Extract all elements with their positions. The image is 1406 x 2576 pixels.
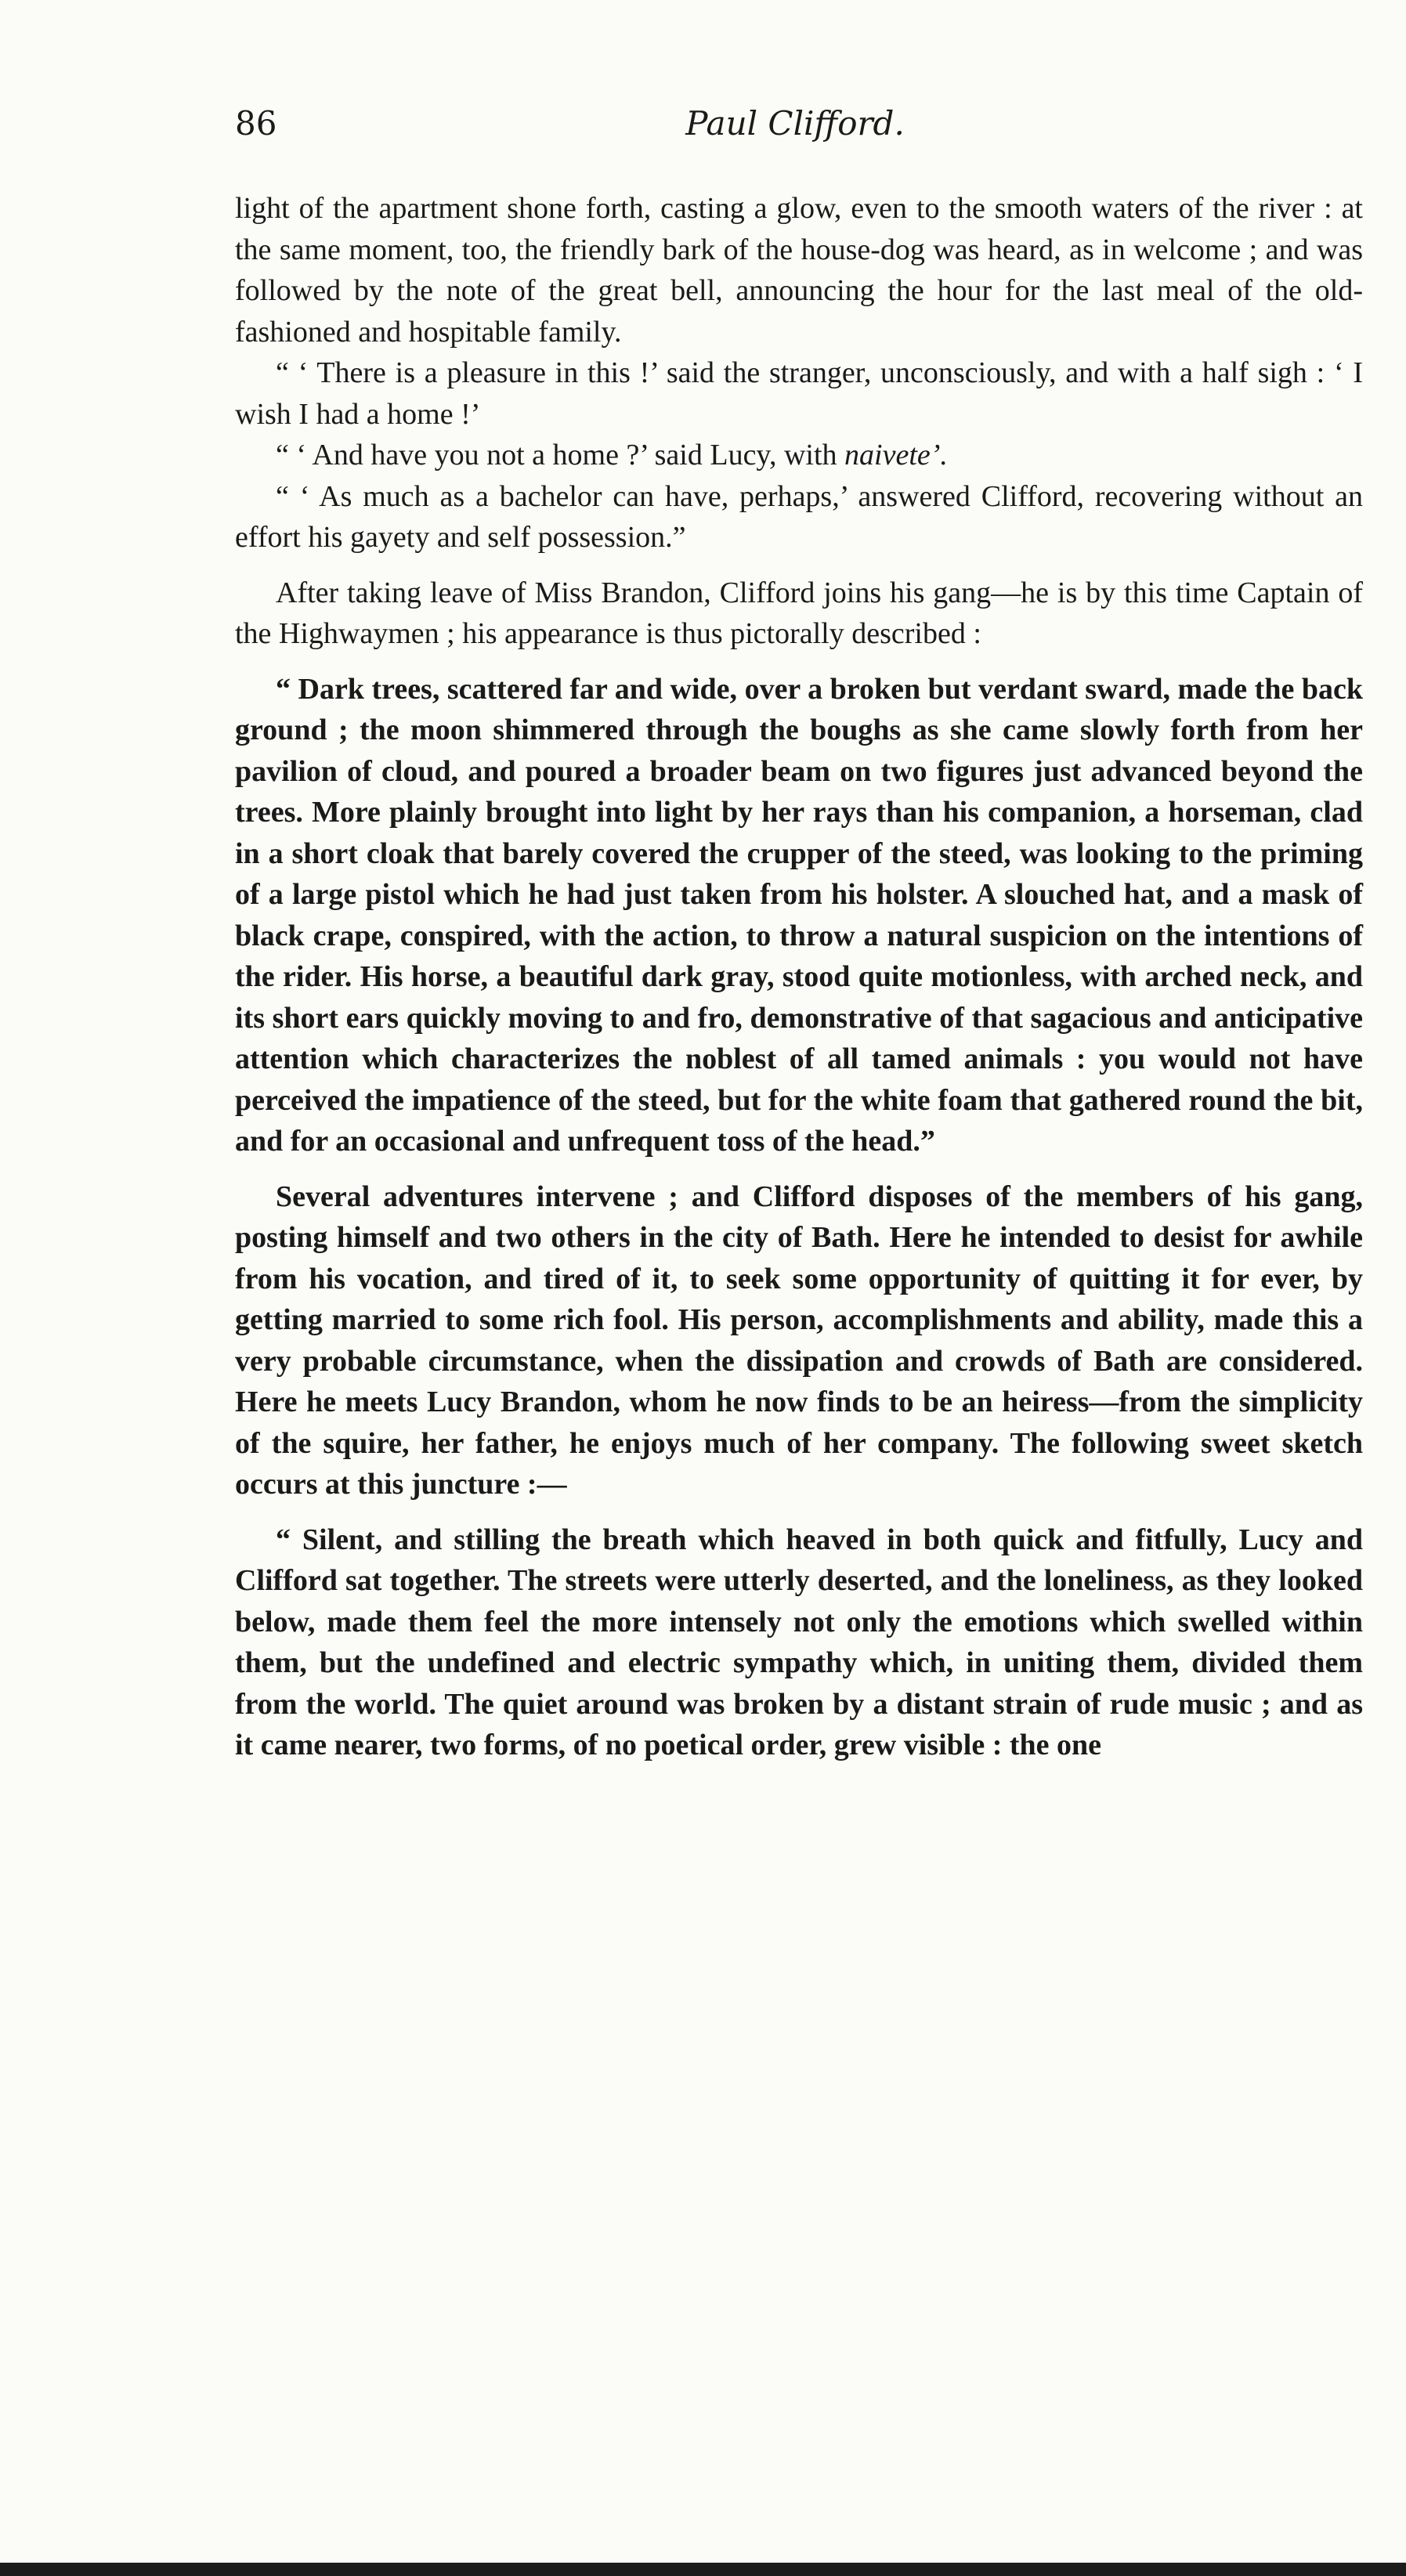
paragraph-7: Several adventures intervene ; and Clifford disposes of the members of his gang, posting himself and two others in the city of Bath. Here he intended to desist for awhile from his vocation, and tired of it, to seek some opportunity of quitting it for ever, by getting married to some rich fool. His person, accomplishments and ability, made this a very probable circumstance, when the dissipation and crowds of Bath are considered. Here he meets Lucy Brandon, whom he now finds to be an heiress—from the simplicity of the squire, her father, he enjoys much of her company. The following sweet sketch occurs at this juncture :— — [235, 1180, 1363, 1501]
page-bottom-edge — [0, 2563, 1406, 2576]
running-title: Paul Clifford. — [685, 104, 905, 143]
page-number: 86 — [235, 104, 277, 143]
paragraph-5: After taking leave of Miss Brandon, Clifford joins his gang—he is by this time Captain of the Highwaymen ; his appearance is thus pictorally described : — [235, 576, 1363, 650]
page-body — [235, 188, 1363, 1766]
paragraph-1: light of the apartment shone forth, casting a glow, even to the smooth waters of the river : at the same moment, too, the friendly bark of the house-dog was heard, as in welcome ; and was followed by the note of the great bell, announcing the hour for the last meal of the old-fashioned and hospitable family. — [235, 192, 1363, 349]
paragraph-2: “ ‘ There is a pleasure in this !’ said the stranger, unconsciously, and with a half sigh : ‘ I wish I had a home !’ — [235, 356, 1363, 431]
paragraph-4: “ ‘ As much as a bachelor can have, perhaps,’ answered Clifford, recovering without an effort his gayety and self possession.” — [235, 479, 1363, 554]
paragraph-3-italic: naivete’. — [844, 439, 948, 471]
paragraph-8-quote: “ Silent, and stilling the breath which heaved in both quick and fitfully, Lucy and Clifford sat together. The streets were utterly deserted, and the loneliness, as they looked below, made them feel the more intensely not only the emotions which swelled within them, but the undefined and electric sympathy which, in uniting them, divided them from the world. The quiet around was broken by a distant strain of rude music ; and as it came nearer, two forms, of no poetical order, grew visible : the one — [235, 1523, 1363, 1761]
paragraph-3 — [235, 435, 1363, 476]
paragraph-6-quote: “ Dark trees, scattered far and wide, over a broken but verdant sward, made the back ground ; the moon shimmered through the boughs as she came slowly forth from her pavilion of cloud, and poured a broader beam on two figures just advanced beyond the trees. More plainly brought into light by her rays than his companion, a horseman, clad in a short cloak that barely covered the crupper of the steed, was looking to the priming of a large pistol which he had just taken from his holster. A slouched hat, and a mask of black crape, conspired, with the action, to throw a natural suspicion on the intentions of the rider. His horse, a beautiful dark gray, stood quite motionless, with arched neck, and its short ears quickly moving to and fro, demonstrative of that sagacious and anticipative attention which characterizes the noblest of all tamed animals : you would not have perceived the impatience of the steed, but for the white foam that gathered round the bit, and for an occasional and unfrequent toss of the head.” — [235, 672, 1363, 1158]
paragraph-3-text: “ ‘ And have you not a home ?’ said Lucy, with — [276, 439, 845, 471]
page-header — [235, 100, 1355, 163]
